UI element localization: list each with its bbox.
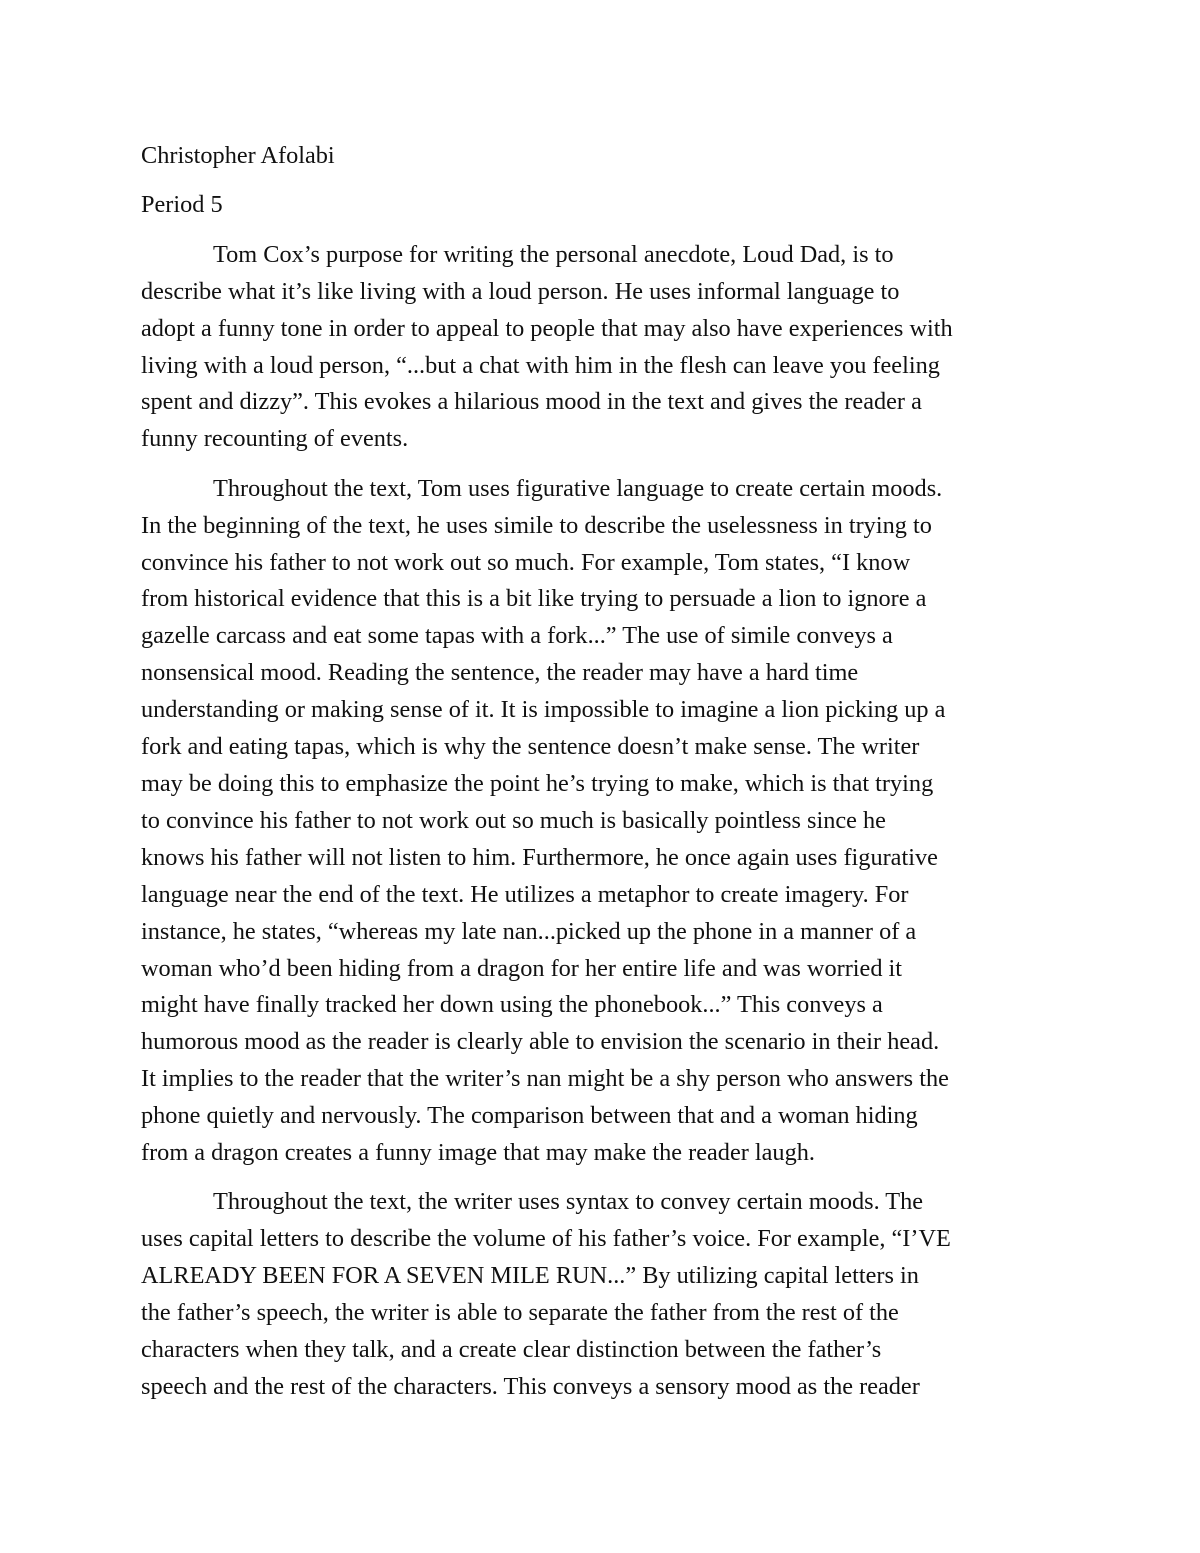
student-name: Christopher Afolabi <box>141 142 335 169</box>
text-line: humorous mood as the reader is clearly able to envision the scenario in their head. <box>141 1028 940 1056</box>
text-line: adopt a funny tone in order to appeal to people that may also have experiences with <box>141 314 953 342</box>
text-line: might have finally tracked her down using the phonebook...” This conveys a <box>141 991 883 1019</box>
text-line: speech and the rest of the characters. This conveys a sensory mood as the reader <box>141 1373 920 1400</box>
paragraph-2 <box>141 471 1061 1172</box>
text-line: nonsensical mood. Reading the sentence, the reader may have a hard time <box>141 659 859 687</box>
text-line: funny recounting of events. <box>141 425 409 453</box>
text-line: gazelle carcass and eat some tapas with a fork...” The use of simile conveys a <box>141 622 893 650</box>
class-period: Period 5 <box>141 191 223 219</box>
text-line: describe what it’s like living with a loud person. He uses informal language to <box>141 277 900 305</box>
text-line: from a dragon creates a funny image that may make the reader laugh. <box>141 1139 815 1167</box>
text-line: Tom Cox’s purpose for writing the personal anecdote, Loud Dad, is to <box>213 240 894 268</box>
text-line: from historical evidence that this is a bit like trying to persuade a lion to ignore a <box>141 585 927 613</box>
text-line: uses capital letters to describe the volume of his father’s voice. For example, “I’VE <box>141 1225 951 1253</box>
text-line: It implies to the reader that the writer’s nan might be a shy person who answers the <box>141 1065 949 1093</box>
text-line: characters when they talk, and a create clear distinction between the father’s <box>141 1336 882 1364</box>
text-line: woman who’d been hiding from a dragon for her entire life and was worried it <box>141 954 903 982</box>
text-line: In the beginning of the text, he uses simile to describe the uselessness in trying to <box>141 511 932 539</box>
paragraph-3 <box>141 1184 1061 1405</box>
text-line: understanding or making sense of it. It is impossible to imagine a lion picking up a <box>141 696 946 724</box>
text-line: Throughout the text, the writer uses syntax to convey certain moods. The <box>213 1188 924 1216</box>
text-line: language near the end of the text. He utilizes a metaphor to create imagery. For <box>141 880 909 908</box>
paragraph-1 <box>141 237 1061 458</box>
text-line: convince his father to not work out so much. For example, Tom states, “I know <box>141 548 911 576</box>
text-line: may be doing this to emphasize the point he’s trying to make, which is that trying <box>141 770 934 797</box>
text-line: to convince his father to not work out so much is basically pointless since he <box>141 806 886 834</box>
text-line: the father’s speech, the writer is able to separate the father from the rest of the <box>141 1299 899 1327</box>
document-body <box>141 138 1061 1418</box>
text-line: phone quietly and nervously. The comparison between that and a woman hiding <box>141 1102 918 1130</box>
text-line: ALREADY BEEN FOR A SEVEN MILE RUN...” By utilizing capital letters in <box>141 1262 919 1290</box>
text-line: spent and dizzy”. This evokes a hilarious mood in the text and gives the reader a <box>141 388 922 416</box>
text-line: fork and eating tapas, which is why the sentence doesn’t make sense. The writer <box>141 733 920 761</box>
text-line: Throughout the text, Tom uses figurative language to create certain moods. <box>213 474 943 502</box>
text-line: living with a loud person, “...but a chat with him in the flesh can leave you feeling <box>141 351 940 379</box>
text-line: knows his father will not listen to him. Furthermore, he once again uses figurative <box>141 843 938 871</box>
text-line: instance, he states, “whereas my late nan...picked up the phone in a manner of a <box>141 917 917 945</box>
